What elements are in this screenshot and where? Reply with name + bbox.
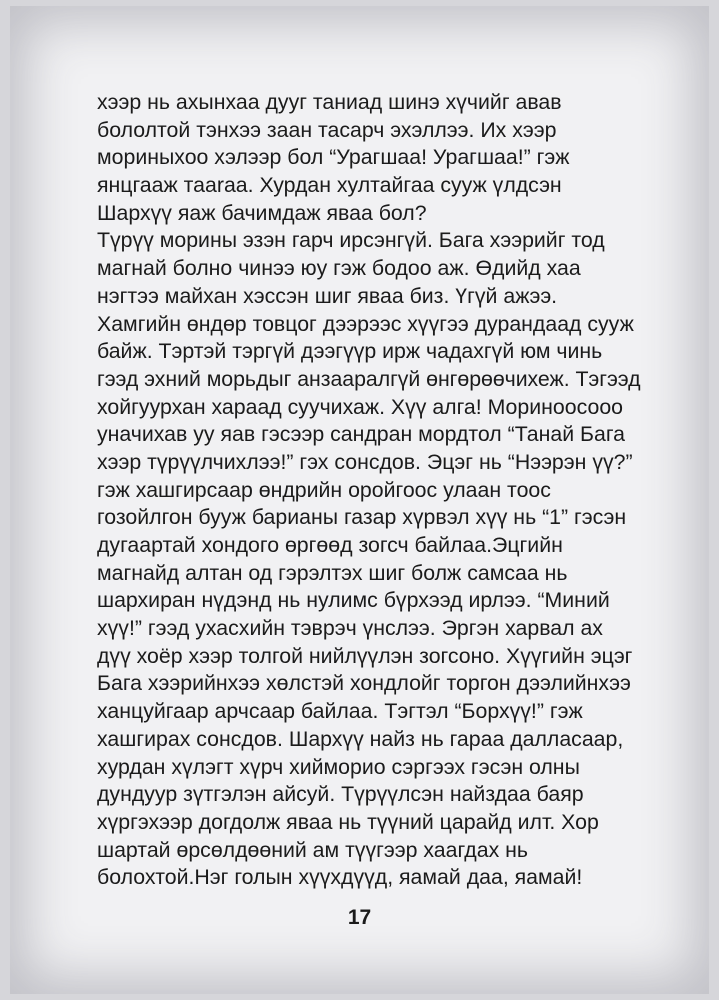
text-line: ханцуйгаар арчсаар байлаа. Тэгтэл “Борхүү!” гэж	[97, 699, 583, 724]
text-line: Шархүү яаж бачимдаж яваа бол?	[97, 200, 427, 225]
text-line: гээд эхний морьдыг анзааралгүй өнгөрөөчихеж. Тэгээд	[97, 366, 641, 391]
page-number: 17	[347, 906, 372, 929]
text-line: мориныхоо хэлээр бол “Урагшаа! Урагшаа!” гэж	[97, 145, 570, 170]
text-line: хүргэхээр догдолж яваа нь түүний царайд илт. Хор	[97, 809, 599, 834]
text-line: хээр нь ахынхаа дууг таниад шинэ хүчийг авав	[97, 90, 562, 114]
text-line: хашгирах сонсдов. Шархүү найз нь гараа далласаар,	[97, 726, 624, 751]
text-line: магнайд алтан од гэрэлтэх шиг болж самсаа нь	[97, 560, 568, 585]
body-text	[97, 89, 641, 892]
text-line: хойгуурхан хараад суучихаж. Хүү алга! Мориноосооо	[97, 394, 624, 419]
text-line: дундуур зүтгэлэн айсуй. Түрүүлсэн найздаа баяр	[97, 782, 584, 807]
text-line: хээр түрүүлчихлээ!” гэх сонсдов. Эцэг нь “Нээрэн үү?”	[97, 449, 633, 474]
text-line: бололтой тэнхээ заан тасарч эхэллээ. Их хээр	[97, 117, 557, 142]
text-line: дугаартай хондого өргөөд зогсч байлаа.Эцгийн	[97, 533, 563, 557]
text-line: хүү!” гээд ухасхийн тэврэч үнслээ. Эргэн харвал ах	[97, 616, 603, 641]
text-line: хурдан хүлэгт хүрч хийморио сэргээх гэсэн олны	[97, 754, 580, 779]
text-line: Түрүү морины эзэн гарч ирсэнгүй. Бага хээрийг тод	[97, 228, 605, 253]
text-line: магнай болно чинээ юу гэж бодоо аж. Өдийд хаа	[97, 256, 581, 281]
text-line: уначихав уу яав гэсээр сандран мордтол “Танай Бага	[97, 422, 626, 447]
text-line: нэгтээ майхан хэссэн шиг яваа биз. Үгүй ажээ.	[97, 283, 558, 308]
text-line: байж. Тэртэй тэргүй дээгүүр ирж чадахгүй юм чинь	[97, 339, 603, 364]
text-line: Бага хээрийнхээ хөлстэй хондлойг торгон дээлийнхээ	[97, 671, 631, 696]
book-page	[10, 6, 709, 994]
text-line: гэж хашгирсаар өндрийн оройгоос улаан тоос	[97, 477, 551, 502]
text-line: дүү хоёр хээр толгой нийлүүлэн зогсоно. Хүүгийн эцэг	[97, 643, 633, 668]
text-line: шартай өрсөлдөөний ам түүгээр хаагдах нь	[97, 837, 528, 862]
text-line: болохтой.Нэг голын хүүхдүүд, яамай даа, яамай!	[97, 865, 583, 890]
text-line: янцгааж тааraa. Хурдан хултайгаа сууж үлдсэн	[97, 173, 562, 198]
text-line: гозойлгон бууж барианы газар хүрвэл хүү нь “1” гэсэн	[97, 505, 627, 530]
text-line: Хамгийн өндөр товцог дээрээс хүүгээ дурандаад сууж	[97, 311, 634, 336]
text-line: шархиран нүдэнд нь нулимс бүрхээд ирлээ. “Миний	[97, 588, 610, 613]
